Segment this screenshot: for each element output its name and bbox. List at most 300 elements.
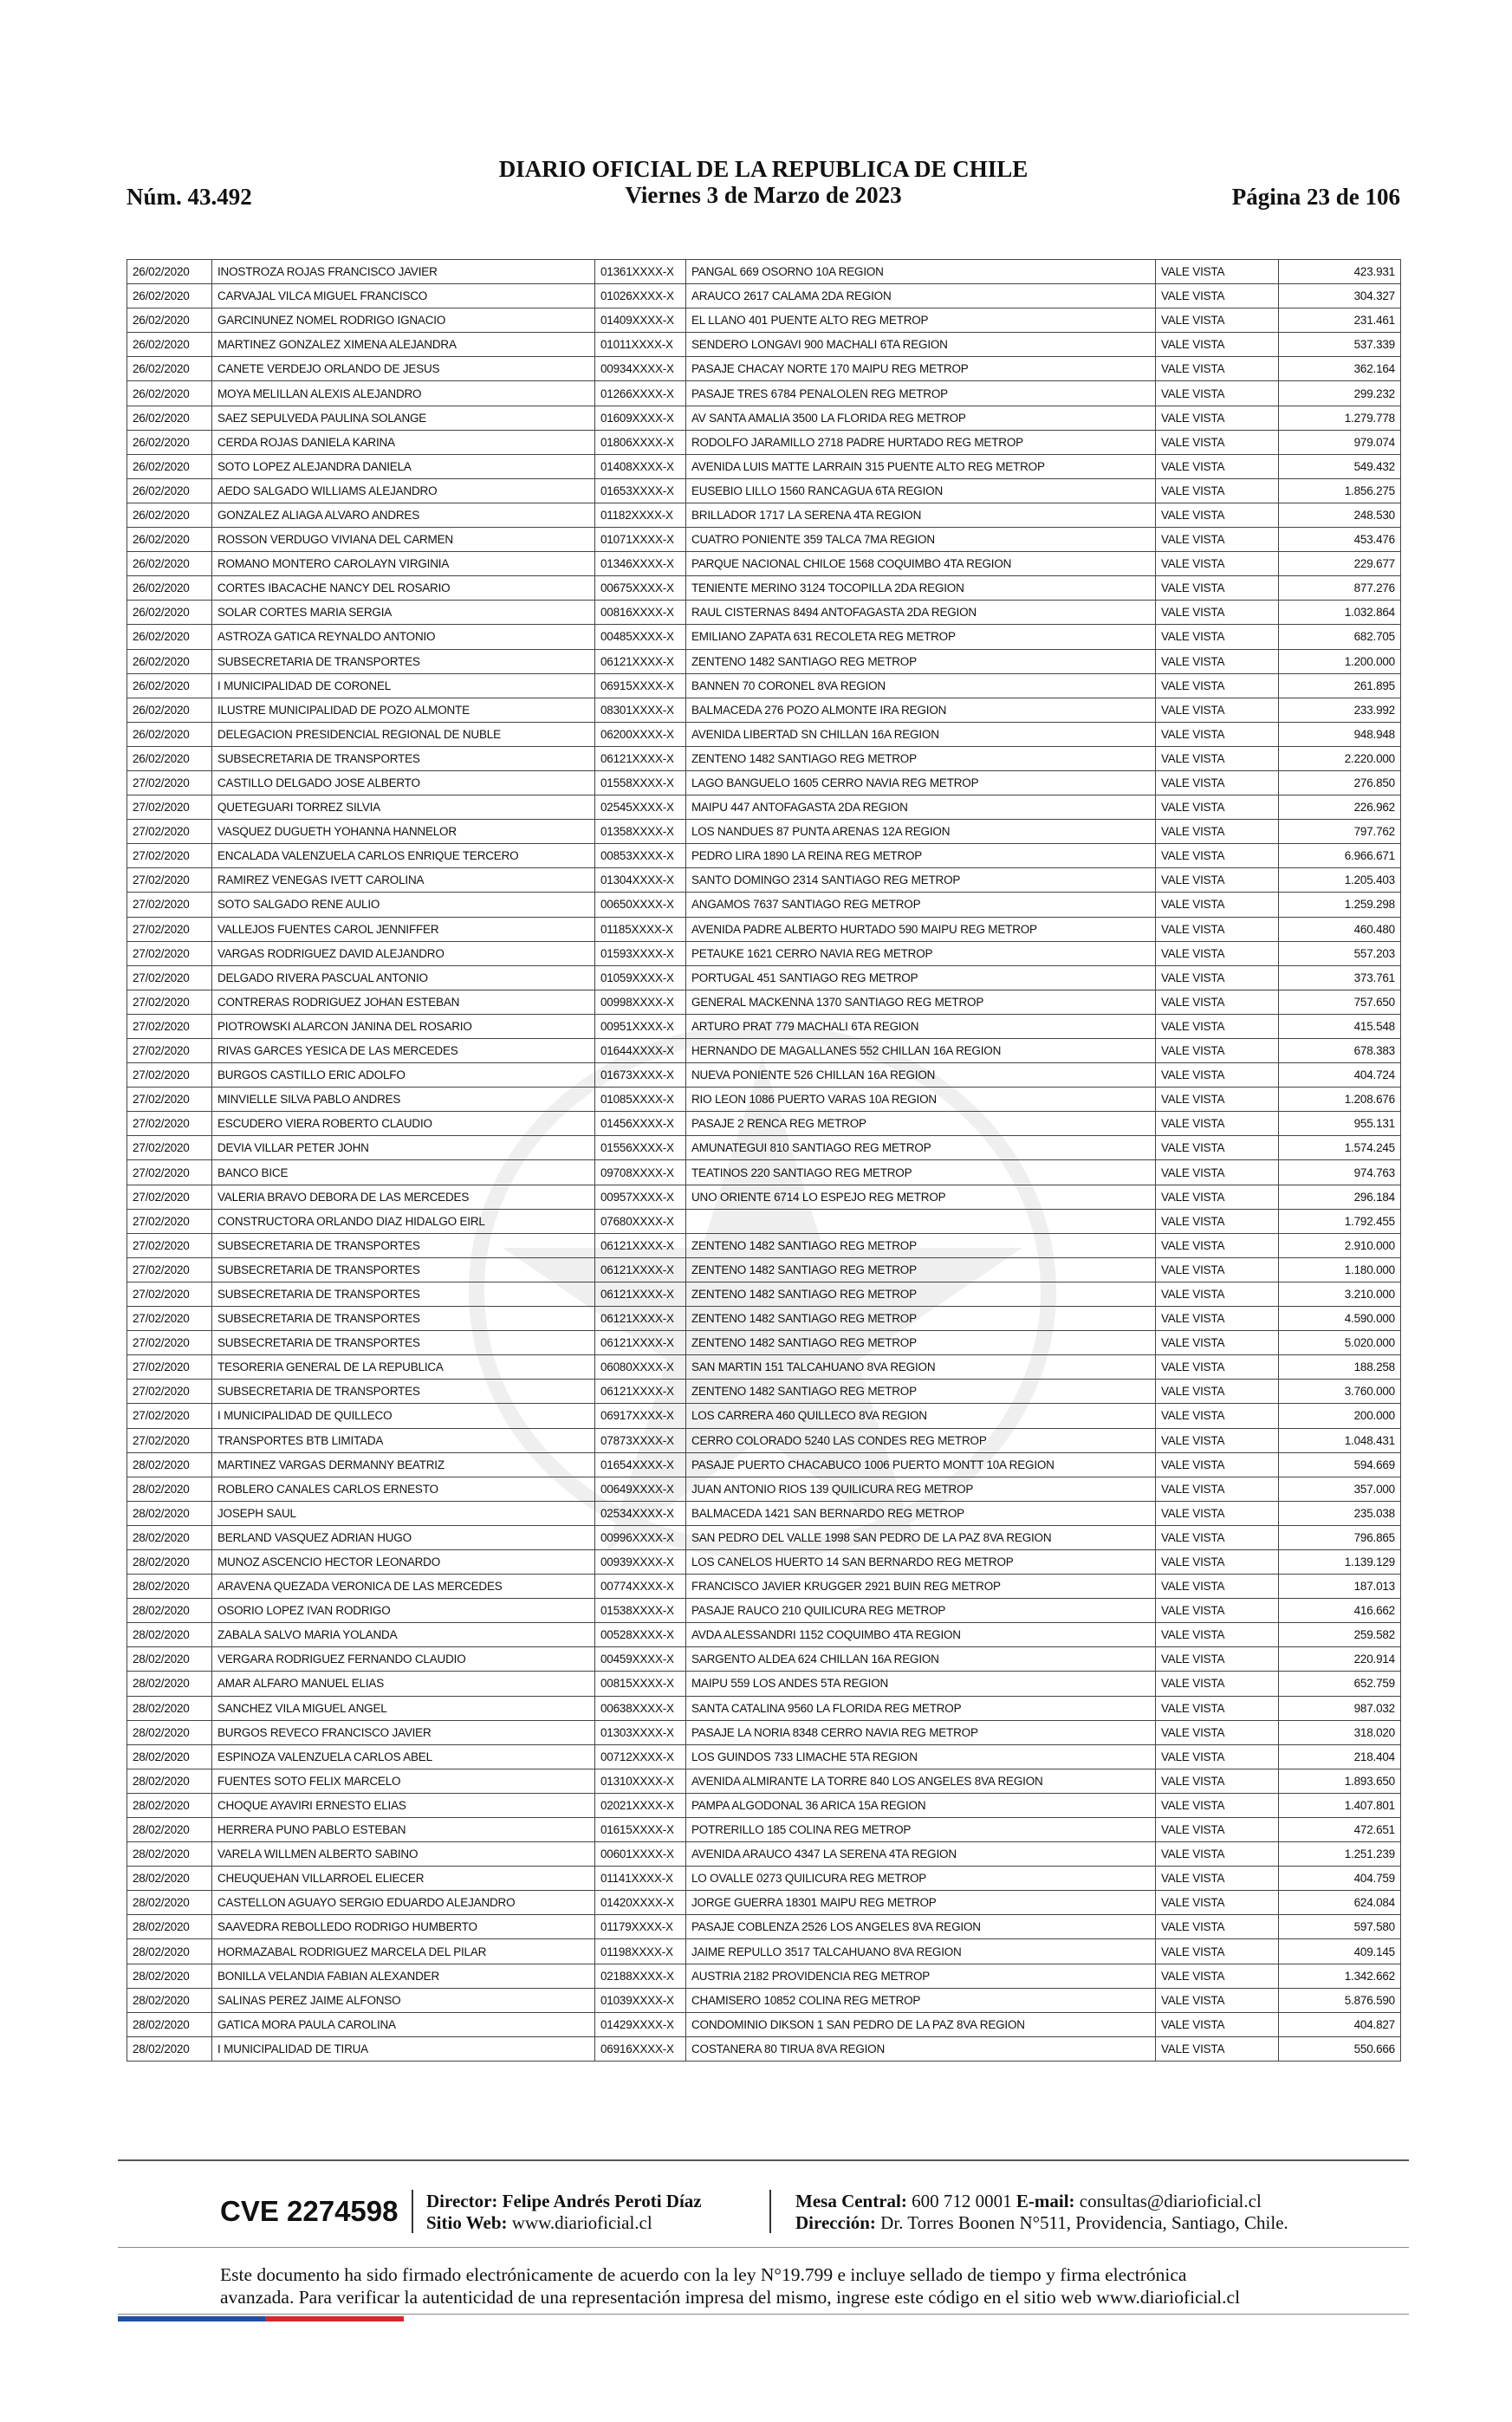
address-cell: AVENIDA LIBERTAD SN CHILLAN 16A REGION — [686, 722, 1156, 746]
address-cell: PASAJE CHACAY NORTE 170 MAIPU REG METROP — [686, 357, 1156, 381]
name-cell: ENCALADA VALENZUELA CARLOS ENRIQUE TERCERO — [212, 844, 595, 868]
amount-cell: 404.759 — [1279, 1867, 1401, 1891]
publication-title: DIARIO OFICIAL DE LA REPUBLICA DE CHILE — [498, 156, 1029, 182]
amount-cell: 187.013 — [1279, 1575, 1401, 1599]
date-cell: 26/02/2020 — [127, 260, 212, 284]
payment-type-cell: VALE VISTA — [1156, 1672, 1279, 1696]
amount-cell: 678.383 — [1279, 1039, 1401, 1063]
amount-cell: 877.276 — [1279, 576, 1401, 601]
name-cell: VARELA WILLMEN ALBERTO SABINO — [212, 1842, 595, 1867]
date-cell: 26/02/2020 — [127, 552, 212, 576]
name-cell: BONILLA VELANDIA FABIAN ALEXANDER — [212, 1964, 595, 1988]
address-cell: PARQUE NACIONAL CHILOE 1568 COQUIMBO 4TA REGION — [686, 552, 1156, 576]
table-row — [127, 770, 1401, 795]
name-cell: AEDO SALGADO WILLIAMS ALEJANDRO — [212, 478, 595, 503]
date-cell: 27/02/2020 — [127, 1014, 212, 1038]
name-cell: MINVIELLE SILVA PABLO ANDRES — [212, 1088, 595, 1112]
amount-cell: 1.200.000 — [1279, 649, 1401, 673]
name-cell: VERGARA RODRIGUEZ FERNANDO CLAUDIO — [212, 1647, 595, 1672]
address-cell: ZENTENO 1482 SANTIAGO REG METROP — [686, 1380, 1156, 1404]
table-row — [127, 1549, 1401, 1574]
payment-type-cell: VALE VISTA — [1156, 868, 1279, 893]
date-cell: 27/02/2020 — [127, 1112, 212, 1136]
table-row — [127, 1112, 1401, 1136]
address-cell: ARTURO PRAT 779 MACHALI 6TA REGION — [686, 1014, 1156, 1038]
amount-cell: 1.792.455 — [1279, 1209, 1401, 1233]
mesa-phone: 600 712 0001 — [912, 2191, 1012, 2211]
amount-cell: 248.530 — [1279, 503, 1401, 527]
date-cell: 27/02/2020 — [127, 1355, 212, 1380]
name-cell: BERLAND VASQUEZ ADRIAN HUGO — [212, 1525, 595, 1549]
rut-cell: 01593XXXX-X — [595, 941, 686, 965]
payment-type-cell: VALE VISTA — [1156, 1112, 1279, 1136]
table-row — [127, 406, 1401, 430]
name-cell: ARAVENA QUEZADA VERONICA DE LAS MERCEDES — [212, 1575, 595, 1599]
table-row — [127, 965, 1401, 990]
address-cell: NUEVA PONIENTE 526 CHILLAN 16A REGION — [686, 1063, 1156, 1088]
address-cell: ZENTENO 1482 SANTIAGO REG METROP — [686, 1282, 1156, 1306]
name-cell: VALLEJOS FUENTES CAROL JENNIFFER — [212, 917, 595, 941]
payment-type-cell: VALE VISTA — [1156, 795, 1279, 820]
email-link[interactable]: consultas@diarioficial.cl — [1079, 2191, 1262, 2211]
table-row — [127, 1793, 1401, 1817]
amount-cell: 1.139.129 — [1279, 1549, 1401, 1574]
rut-cell: 01456XXXX-X — [595, 1112, 686, 1136]
table-row — [127, 260, 1401, 284]
date-cell: 27/02/2020 — [127, 1307, 212, 1331]
payment-type-cell: VALE VISTA — [1156, 770, 1279, 795]
name-cell: SUBSECRETARIA DE TRANSPORTES — [212, 1380, 595, 1404]
amount-cell: 1.205.403 — [1279, 868, 1401, 893]
payment-type-cell: VALE VISTA — [1156, 284, 1279, 308]
amount-cell: 2.910.000 — [1279, 1233, 1401, 1257]
name-cell: GONZALEZ ALIAGA ALVARO ANDRES — [212, 503, 595, 527]
payment-type-cell: VALE VISTA — [1156, 1209, 1279, 1233]
name-cell: SALINAS PEREZ JAIME ALFONSO — [212, 1988, 595, 2012]
date-cell: 28/02/2020 — [127, 1575, 212, 1599]
payment-type-cell: VALE VISTA — [1156, 1282, 1279, 1306]
payment-type-cell: VALE VISTA — [1156, 601, 1279, 625]
web-link[interactable]: www.diarioficial.cl — [511, 2212, 652, 2233]
name-cell: SOTO SALGADO RENE AULIO — [212, 893, 595, 917]
table-row — [127, 454, 1401, 478]
table-row — [127, 1818, 1401, 1842]
date-cell: 26/02/2020 — [127, 698, 212, 722]
rut-cell: 01085XXXX-X — [595, 1088, 686, 1112]
address-cell: POTRERILLO 185 COLINA REG METROP — [686, 1818, 1156, 1842]
address-cell: MAIPU 559 LOS ANDES 5TA REGION — [686, 1672, 1156, 1696]
table-row — [127, 1404, 1401, 1428]
date-cell: 27/02/2020 — [127, 1063, 212, 1088]
rut-cell: 00528XXXX-X — [595, 1623, 686, 1647]
date-cell: 26/02/2020 — [127, 430, 212, 454]
payment-type-cell: VALE VISTA — [1156, 1136, 1279, 1160]
table-row — [127, 917, 1401, 941]
date-cell: 28/02/2020 — [127, 1623, 212, 1647]
date-cell: 26/02/2020 — [127, 381, 212, 406]
payment-type-cell: VALE VISTA — [1156, 1039, 1279, 1063]
payment-type-cell: VALE VISTA — [1156, 1549, 1279, 1574]
footer-top-rule — [118, 2159, 1409, 2161]
table-row — [127, 1331, 1401, 1355]
rut-cell: 00816XXXX-X — [595, 601, 686, 625]
name-cell: SUBSECRETARIA DE TRANSPORTES — [212, 649, 595, 673]
rut-cell: 06121XXXX-X — [595, 1233, 686, 1257]
amount-cell: 1.574.245 — [1279, 1136, 1401, 1160]
payment-type-cell: VALE VISTA — [1156, 1696, 1279, 1720]
amount-cell: 550.666 — [1279, 2036, 1401, 2061]
address-cell: PASAJE LA NORIA 8348 CERRO NAVIA REG METROP — [686, 1720, 1156, 1744]
payment-type-cell: VALE VISTA — [1156, 1915, 1279, 1939]
date-cell: 28/02/2020 — [127, 2036, 212, 2061]
payment-type-cell: VALE VISTA — [1156, 1867, 1279, 1891]
address-cell: ANGAMOS 7637 SANTIAGO REG METROP — [686, 893, 1156, 917]
date-cell: 28/02/2020 — [127, 1793, 212, 1817]
rut-cell: 00712XXXX-X — [595, 1744, 686, 1769]
rut-cell: 01310XXXX-X — [595, 1769, 686, 1793]
payment-type-cell: VALE VISTA — [1156, 1744, 1279, 1769]
name-cell: CARVAJAL VILCA MIGUEL FRANCISCO — [212, 284, 595, 308]
amount-cell: 557.203 — [1279, 941, 1401, 965]
table-row — [127, 1014, 1401, 1038]
address-cell: AVENIDA ARAUCO 4347 LA SERENA 4TA REGION — [686, 1842, 1156, 1867]
table-row — [127, 1452, 1401, 1477]
footer-bottom-rule — [118, 2314, 1409, 2315]
flag-blue-stripe — [118, 2316, 265, 2321]
payment-type-cell: VALE VISTA — [1156, 1355, 1279, 1380]
date-cell: 27/02/2020 — [127, 1039, 212, 1063]
date-cell: 27/02/2020 — [127, 1331, 212, 1355]
amount-cell: 682.705 — [1279, 625, 1401, 649]
address-cell: EL LLANO 401 PUENTE ALTO REG METROP — [686, 308, 1156, 333]
address-cell: AMUNATEGUI 810 SANTIAGO REG METROP — [686, 1136, 1156, 1160]
amount-cell: 948.948 — [1279, 722, 1401, 746]
amount-cell: 1.259.298 — [1279, 893, 1401, 917]
payment-type-cell: VALE VISTA — [1156, 893, 1279, 917]
name-cell: VASQUEZ DUGUETH YOHANNA HANNELOR — [212, 820, 595, 844]
table-row — [127, 528, 1401, 552]
address-cell: AUSTRIA 2182 PROVIDENCIA REG METROP — [686, 1964, 1156, 1988]
date-cell: 27/02/2020 — [127, 1209, 212, 1233]
name-cell: CANETE VERDEJO ORLANDO DE JESUS — [212, 357, 595, 381]
payment-type-cell: VALE VISTA — [1156, 1623, 1279, 1647]
name-cell: PIOTROWSKI ALARCON JANINA DEL ROSARIO — [212, 1014, 595, 1038]
rut-cell: 00649XXXX-X — [595, 1477, 686, 1501]
rut-cell: 01198XXXX-X — [595, 1939, 686, 1964]
date-cell: 27/02/2020 — [127, 941, 212, 965]
rut-cell: 01609XXXX-X — [595, 406, 686, 430]
payment-type-cell: VALE VISTA — [1156, 260, 1279, 284]
name-cell: CHOQUE AYAVIRI ERNESTO ELIAS — [212, 1793, 595, 1817]
date-cell: 27/02/2020 — [127, 965, 212, 990]
table-row — [127, 1355, 1401, 1380]
table-row — [127, 503, 1401, 527]
table-row — [127, 722, 1401, 746]
name-cell: CONSTRUCTORA ORLANDO DIAZ HIDALGO EIRL — [212, 1209, 595, 1233]
address-cell: AVENIDA LUIS MATTE LARRAIN 315 PUENTE ALTO REG METROP — [686, 454, 1156, 478]
date-cell: 28/02/2020 — [127, 1818, 212, 1842]
table-row — [127, 1185, 1401, 1209]
address-cell: PETAUKE 1621 CERRO NAVIA REG METROP — [686, 941, 1156, 965]
name-cell: AMAR ALFARO MANUEL ELIAS — [212, 1672, 595, 1696]
address-cell: ZENTENO 1482 SANTIAGO REG METROP — [686, 746, 1156, 770]
rut-cell: 00774XXXX-X — [595, 1575, 686, 1599]
address-cell: CUATRO PONIENTE 359 TALCA 7MA REGION — [686, 528, 1156, 552]
address-cell: TENIENTE MERINO 3124 TOCOPILLA 2DA REGION — [686, 576, 1156, 601]
name-cell: CHEUQUEHAN VILLARROEL ELIECER — [212, 1867, 595, 1891]
address-cell: COSTANERA 80 TIRUA 8VA REGION — [686, 2036, 1156, 2061]
address-cell: EUSEBIO LILLO 1560 RANCAGUA 6TA REGION — [686, 478, 1156, 503]
email-label: E-mail: — [1016, 2191, 1075, 2211]
name-cell: ESCUDERO VIERA ROBERTO CLAUDIO — [212, 1112, 595, 1136]
director-label: Director: — [426, 2191, 498, 2211]
amount-cell: 987.032 — [1279, 1696, 1401, 1720]
payment-type-cell: VALE VISTA — [1156, 406, 1279, 430]
masthead — [127, 156, 1400, 208]
payment-type-cell: VALE VISTA — [1156, 1939, 1279, 1964]
table-row — [127, 2012, 1401, 2036]
date-cell: 26/02/2020 — [127, 746, 212, 770]
address-cell: SARGENTO ALDEA 624 CHILLAN 16A REGION — [686, 1647, 1156, 1672]
amount-cell: 3.210.000 — [1279, 1282, 1401, 1306]
table-row — [127, 1647, 1401, 1672]
payment-type-cell: VALE VISTA — [1156, 1452, 1279, 1477]
address-cell: MAIPU 447 ANTOFAGASTA 2DA REGION — [686, 795, 1156, 820]
rut-cell: 00650XXXX-X — [595, 893, 686, 917]
date-cell: 27/02/2020 — [127, 1088, 212, 1112]
date-cell: 27/02/2020 — [127, 1257, 212, 1282]
rut-cell: 01615XXXX-X — [595, 1818, 686, 1842]
direccion-value: Dr. Torres Boonen N°511, Providencia, Santiago, Chile. — [880, 2212, 1288, 2233]
amount-cell: 423.931 — [1279, 260, 1401, 284]
payment-type-cell: VALE VISTA — [1156, 1063, 1279, 1088]
name-cell: SAAVEDRA REBOLLEDO RODRIGO HUMBERTO — [212, 1915, 595, 1939]
rut-cell: 06917XXXX-X — [595, 1404, 686, 1428]
rut-cell: 01409XXXX-X — [595, 308, 686, 333]
table-row — [127, 1257, 1401, 1282]
rut-cell: 01653XXXX-X — [595, 478, 686, 503]
table-row — [127, 552, 1401, 576]
payment-type-cell: VALE VISTA — [1156, 1599, 1279, 1623]
date-cell: 27/02/2020 — [127, 917, 212, 941]
address-cell: PASAJE COBLENZA 2526 LOS ANGELES 8VA REGION — [686, 1915, 1156, 1939]
footer-director-block — [426, 2191, 702, 2234]
amount-cell: 1.893.650 — [1279, 1769, 1401, 1793]
rut-cell: 01026XXXX-X — [595, 284, 686, 308]
table-row — [127, 284, 1401, 308]
rut-cell: 01420XXXX-X — [595, 1891, 686, 1915]
name-cell: DELGADO RIVERA PASCUAL ANTONIO — [212, 965, 595, 990]
amount-cell: 1.407.801 — [1279, 1793, 1401, 1817]
amount-cell: 276.850 — [1279, 770, 1401, 795]
rut-cell: 00934XXXX-X — [595, 357, 686, 381]
name-cell: SOTO LOPEZ ALEJANDRA DANIELA — [212, 454, 595, 478]
rut-cell: 01039XXXX-X — [595, 1988, 686, 2012]
rut-cell: 00951XXXX-X — [595, 1014, 686, 1038]
name-cell: VARGAS RODRIGUEZ DAVID ALEJANDRO — [212, 941, 595, 965]
rut-cell: 01538XXXX-X — [595, 1599, 686, 1623]
rut-cell: 01556XXXX-X — [595, 1136, 686, 1160]
name-cell: DEVIA VILLAR PETER JOHN — [212, 1136, 595, 1160]
amount-cell: 1.208.676 — [1279, 1088, 1401, 1112]
amount-cell: 304.327 — [1279, 284, 1401, 308]
name-cell: ILUSTRE MUNICIPALIDAD DE POZO ALMONTE — [212, 698, 595, 722]
name-cell: CONTRERAS RODRIGUEZ JOHAN ESTEBAN — [212, 990, 595, 1014]
amount-cell: 597.580 — [1279, 1915, 1401, 1939]
rut-cell: 07873XXXX-X — [595, 1428, 686, 1452]
payment-type-cell: VALE VISTA — [1156, 528, 1279, 552]
table-row — [127, 601, 1401, 625]
page-header — [127, 156, 1400, 217]
name-cell: SUBSECRETARIA DE TRANSPORTES — [212, 1257, 595, 1282]
name-cell: TRANSPORTES BTB LIMITADA — [212, 1428, 595, 1452]
rut-cell: 06200XXXX-X — [595, 722, 686, 746]
date-cell: 27/02/2020 — [127, 844, 212, 868]
table-row — [127, 844, 1401, 868]
date-cell: 26/02/2020 — [127, 576, 212, 601]
legal-line-2: avanzada. Para verificar la autenticidad de una representación impresa del mismo, ingrese este código en el sitio web www.diarioficial.cl — [220, 2287, 1241, 2308]
date-cell: 28/02/2020 — [127, 1549, 212, 1574]
payment-type-cell: VALE VISTA — [1156, 673, 1279, 698]
date-cell: 26/02/2020 — [127, 673, 212, 698]
amount-cell: 757.650 — [1279, 990, 1401, 1014]
name-cell: SANCHEZ VILA MIGUEL ANGEL — [212, 1696, 595, 1720]
table-row — [127, 1988, 1401, 2012]
address-cell: LOS CANELOS HUERTO 14 SAN BERNARDO REG METROP — [686, 1549, 1156, 1574]
chile-flag-stripe — [118, 2316, 404, 2321]
rut-cell: 01141XXXX-X — [595, 1867, 686, 1891]
rut-cell: 07680XXXX-X — [595, 1209, 686, 1233]
table-row — [127, 1964, 1401, 1988]
address-cell: LAGO BANGUELO 1605 CERRO NAVIA REG METROP — [686, 770, 1156, 795]
payment-type-cell: VALE VISTA — [1156, 1088, 1279, 1112]
name-cell: BURGOS REVECO FRANCISCO JAVIER — [212, 1720, 595, 1744]
date-cell: 26/02/2020 — [127, 308, 212, 333]
date-cell: 27/02/2020 — [127, 1136, 212, 1160]
footer-contact-block — [795, 2191, 1288, 2234]
amount-cell: 1.279.778 — [1279, 406, 1401, 430]
address-cell: ZENTENO 1482 SANTIAGO REG METROP — [686, 649, 1156, 673]
table-row — [127, 1623, 1401, 1647]
date-cell: 28/02/2020 — [127, 1452, 212, 1477]
rut-cell: 01673XXXX-X — [595, 1063, 686, 1088]
date-cell: 26/02/2020 — [127, 625, 212, 649]
address-cell: HERNANDO DE MAGALLANES 552 CHILLAN 16A REGION — [686, 1039, 1156, 1063]
date-cell: 28/02/2020 — [127, 1477, 212, 1501]
rut-cell: 02188XXXX-X — [595, 1964, 686, 1988]
table-row — [127, 1160, 1401, 1185]
address-cell: SANTA CATALINA 9560 LA FLORIDA REG METROP — [686, 1696, 1156, 1720]
rut-cell: 01429XXXX-X — [595, 2012, 686, 2036]
amount-cell: 974.763 — [1279, 1160, 1401, 1185]
date-cell: 28/02/2020 — [127, 1939, 212, 1964]
table-row — [127, 2036, 1401, 2061]
name-cell: CERDA ROJAS DANIELA KARINA — [212, 430, 595, 454]
date-cell: 27/02/2020 — [127, 1380, 212, 1404]
name-cell: FUENTES SOTO FELIX MARCELO — [212, 1769, 595, 1793]
date-cell: 27/02/2020 — [127, 868, 212, 893]
name-cell: ASTROZA GATICA REYNALDO ANTONIO — [212, 625, 595, 649]
rut-cell: 00601XXXX-X — [595, 1842, 686, 1867]
amount-cell: 955.131 — [1279, 1112, 1401, 1136]
name-cell: CASTELLON AGUAYO SERGIO EDUARDO ALEJANDRO — [212, 1891, 595, 1915]
amount-cell: 453.476 — [1279, 528, 1401, 552]
table-row — [127, 576, 1401, 601]
rut-cell: 02545XXXX-X — [595, 795, 686, 820]
rut-cell: 00853XXXX-X — [595, 844, 686, 868]
payment-type-cell: VALE VISTA — [1156, 1380, 1279, 1404]
payment-type-cell: VALE VISTA — [1156, 1647, 1279, 1672]
payment-type-cell: VALE VISTA — [1156, 308, 1279, 333]
name-cell: I MUNICIPALIDAD DE TIRUA — [212, 2036, 595, 2061]
payment-type-cell: VALE VISTA — [1156, 917, 1279, 941]
name-cell: ROSSON VERDUGO VIVIANA DEL CARMEN — [212, 528, 595, 552]
amount-cell: 652.759 — [1279, 1672, 1401, 1696]
amount-cell: 549.432 — [1279, 454, 1401, 478]
rut-cell: 00459XXXX-X — [595, 1647, 686, 1672]
address-cell: UNO ORIENTE 6714 LO ESPEJO REG METROP — [686, 1185, 1156, 1209]
payment-type-cell: VALE VISTA — [1156, 1964, 1279, 1988]
table-row — [127, 1307, 1401, 1331]
rut-cell: 01304XXXX-X — [595, 868, 686, 893]
footer-mid-rule — [118, 2247, 1409, 2248]
payment-type-cell: VALE VISTA — [1156, 990, 1279, 1014]
table-row — [127, 1233, 1401, 1257]
date-cell: 28/02/2020 — [127, 1769, 212, 1793]
amount-cell: 299.232 — [1279, 381, 1401, 406]
name-cell: BURGOS CASTILLO ERIC ADOLFO — [212, 1063, 595, 1088]
footer-divider — [769, 2190, 771, 2233]
name-cell: SUBSECRETARIA DE TRANSPORTES — [212, 1307, 595, 1331]
address-cell: RAUL CISTERNAS 8494 ANTOFAGASTA 2DA REGION — [686, 601, 1156, 625]
table-row — [127, 1891, 1401, 1915]
amount-cell: 624.084 — [1279, 1891, 1401, 1915]
table-row — [127, 1209, 1401, 1233]
date-cell: 27/02/2020 — [127, 820, 212, 844]
payment-type-cell: VALE VISTA — [1156, 965, 1279, 990]
date-cell: 28/02/2020 — [127, 1915, 212, 1939]
amount-cell: 5.876.590 — [1279, 1988, 1401, 2012]
web-label: Sitio Web: — [426, 2212, 508, 2233]
table-row — [127, 893, 1401, 917]
address-cell: BANNEN 70 CORONEL 8VA REGION — [686, 673, 1156, 698]
amount-cell: 1.048.431 — [1279, 1428, 1401, 1452]
amount-cell: 594.669 — [1279, 1452, 1401, 1477]
issue-number: Núm. 43.492 — [127, 184, 252, 210]
payment-type-cell: VALE VISTA — [1156, 503, 1279, 527]
table-row — [127, 1867, 1401, 1891]
table-row — [127, 381, 1401, 406]
rut-cell: 06121XXXX-X — [595, 1380, 686, 1404]
address-cell: AVENIDA PADRE ALBERTO HURTADO 590 MAIPU REG METROP — [686, 917, 1156, 941]
address-cell: RIO LEON 1086 PUERTO VARAS 10A REGION — [686, 1088, 1156, 1112]
payment-type-cell: VALE VISTA — [1156, 430, 1279, 454]
table-row — [127, 1696, 1401, 1720]
flag-red-stripe — [265, 2316, 404, 2321]
address-cell: BALMACEDA 1421 SAN BERNARDO REG METROP — [686, 1501, 1156, 1525]
table-row — [127, 1672, 1401, 1696]
table-row — [127, 1088, 1401, 1112]
name-cell: MUNOZ ASCENCIO HECTOR LEONARDO — [212, 1549, 595, 1574]
address-cell: BALMACEDA 276 POZO ALMONTE IRA REGION — [686, 698, 1156, 722]
name-cell: ZABALA SALVO MARIA YOLANDA — [212, 1623, 595, 1647]
table-row — [127, 1039, 1401, 1063]
address-cell: AV SANTA AMALIA 3500 LA FLORIDA REG METROP — [686, 406, 1156, 430]
amount-cell: 318.020 — [1279, 1720, 1401, 1744]
date-cell: 27/02/2020 — [127, 990, 212, 1014]
address-cell: PASAJE PUERTO CHACABUCO 1006 PUERTO MONTT 10A REGION — [686, 1452, 1156, 1477]
payment-type-cell: VALE VISTA — [1156, 649, 1279, 673]
